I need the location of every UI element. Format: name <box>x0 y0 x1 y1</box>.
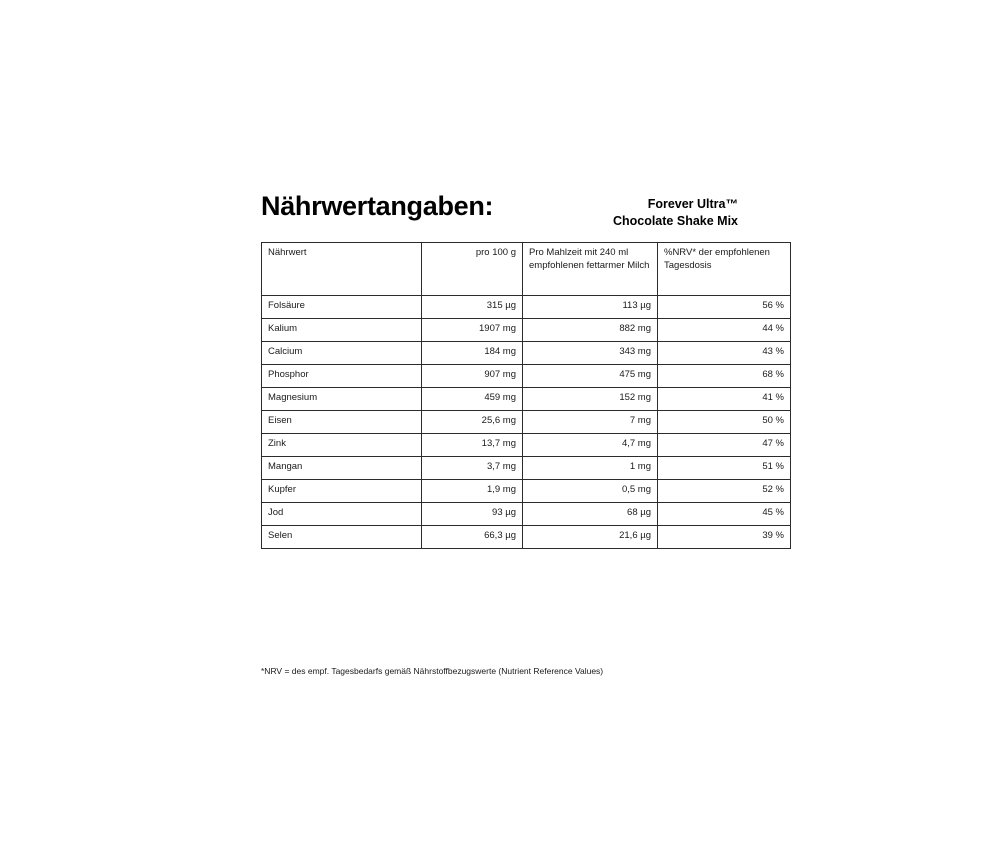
cell-per-meal: 152 mg <box>523 388 658 411</box>
table-row <box>262 457 791 480</box>
cell-nrv: 47 % <box>658 434 791 457</box>
cell-nutrient: Jod <box>262 503 422 526</box>
cell-per-meal: 7 mg <box>523 411 658 434</box>
nutrition-table <box>261 242 791 549</box>
table-row <box>262 365 791 388</box>
cell-nutrient: Zink <box>262 434 422 457</box>
cell-per-meal: 21,6 µg <box>523 526 658 549</box>
cell-per-100g: 3,7 mg <box>422 457 523 480</box>
cell-per-meal: 1 mg <box>523 457 658 480</box>
product-name-line2: Chocolate Shake Mix <box>612 213 738 228</box>
table-row <box>262 526 791 549</box>
table-header <box>262 243 791 296</box>
cell-per-meal: 68 µg <box>523 503 658 526</box>
table-row <box>262 411 791 434</box>
cell-nrv: 43 % <box>658 342 791 365</box>
cell-per-100g: 13,7 mg <box>422 434 523 457</box>
cell-nrv: 41 % <box>658 388 791 411</box>
table-row <box>262 342 791 365</box>
cell-nrv: 44 % <box>658 319 791 342</box>
cell-nutrient: Mangan <box>262 457 422 480</box>
column-header-per-meal: Pro Mahlzeit mit 240 ml empfohlenen fettarmer Milch <box>523 243 658 296</box>
cell-per-meal: 113 µg <box>523 296 658 319</box>
cell-nrv: 39 % <box>658 526 791 549</box>
table-row <box>262 296 791 319</box>
cell-nutrient: Selen <box>262 526 422 549</box>
cell-nrv: 50 % <box>658 411 791 434</box>
cell-nutrient: Calcium <box>262 342 422 365</box>
cell-nutrient: Phosphor <box>262 365 422 388</box>
cell-per-100g: 459 mg <box>422 388 523 411</box>
cell-nutrient: Kalium <box>262 319 422 342</box>
table-header-row <box>262 243 791 296</box>
table-row <box>262 434 791 457</box>
cell-nutrient: Magnesium <box>262 388 422 411</box>
cell-per-meal: 475 mg <box>523 365 658 388</box>
table-body <box>262 296 791 549</box>
column-header-nutrient: Nährwert <box>262 243 422 296</box>
product-name <box>613 192 738 230</box>
page-title: Nährwertangaben: <box>261 191 494 221</box>
table-row <box>262 503 791 526</box>
table-row <box>262 388 791 411</box>
column-header-nrv: %NRV* der empfohlenen Tagesdosis <box>658 243 791 296</box>
cell-per-100g: 1907 mg <box>422 319 523 342</box>
cell-per-100g: 184 mg <box>422 342 523 365</box>
table-row <box>262 480 791 503</box>
cell-per-100g: 93 µg <box>422 503 523 526</box>
cell-per-100g: 66,3 µg <box>422 526 523 549</box>
cell-nrv: 52 % <box>658 480 791 503</box>
cell-per-meal: 4,7 mg <box>523 434 658 457</box>
column-header-per-100g: pro 100 g <box>422 243 523 296</box>
cell-per-meal: 343 mg <box>523 342 658 365</box>
cell-nrv: 68 % <box>658 365 791 388</box>
cell-per-meal: 0,5 mg <box>523 480 658 503</box>
cell-per-100g: 1,9 mg <box>422 480 523 503</box>
cell-nrv: 51 % <box>658 457 791 480</box>
cell-per-100g: 315 µg <box>422 296 523 319</box>
cell-nutrient: Kupfer <box>262 480 422 503</box>
product-name-line1: Forever Ultra™ <box>647 197 738 211</box>
cell-per-100g: 25,6 mg <box>422 411 523 434</box>
cell-per-100g: 907 mg <box>422 365 523 388</box>
cell-per-meal: 882 mg <box>523 319 658 342</box>
footnote: *NRV = des empf. Tagesbedarfs gemäß Nährstoffbezugswerte (Nutrient Reference Values) <box>261 666 604 676</box>
cell-nrv: 56 % <box>658 296 791 319</box>
table-row <box>262 319 791 342</box>
document-header <box>261 192 738 230</box>
cell-nutrient: Folsäure <box>262 296 422 319</box>
cell-nrv: 45 % <box>658 503 791 526</box>
cell-nutrient: Eisen <box>262 411 422 434</box>
